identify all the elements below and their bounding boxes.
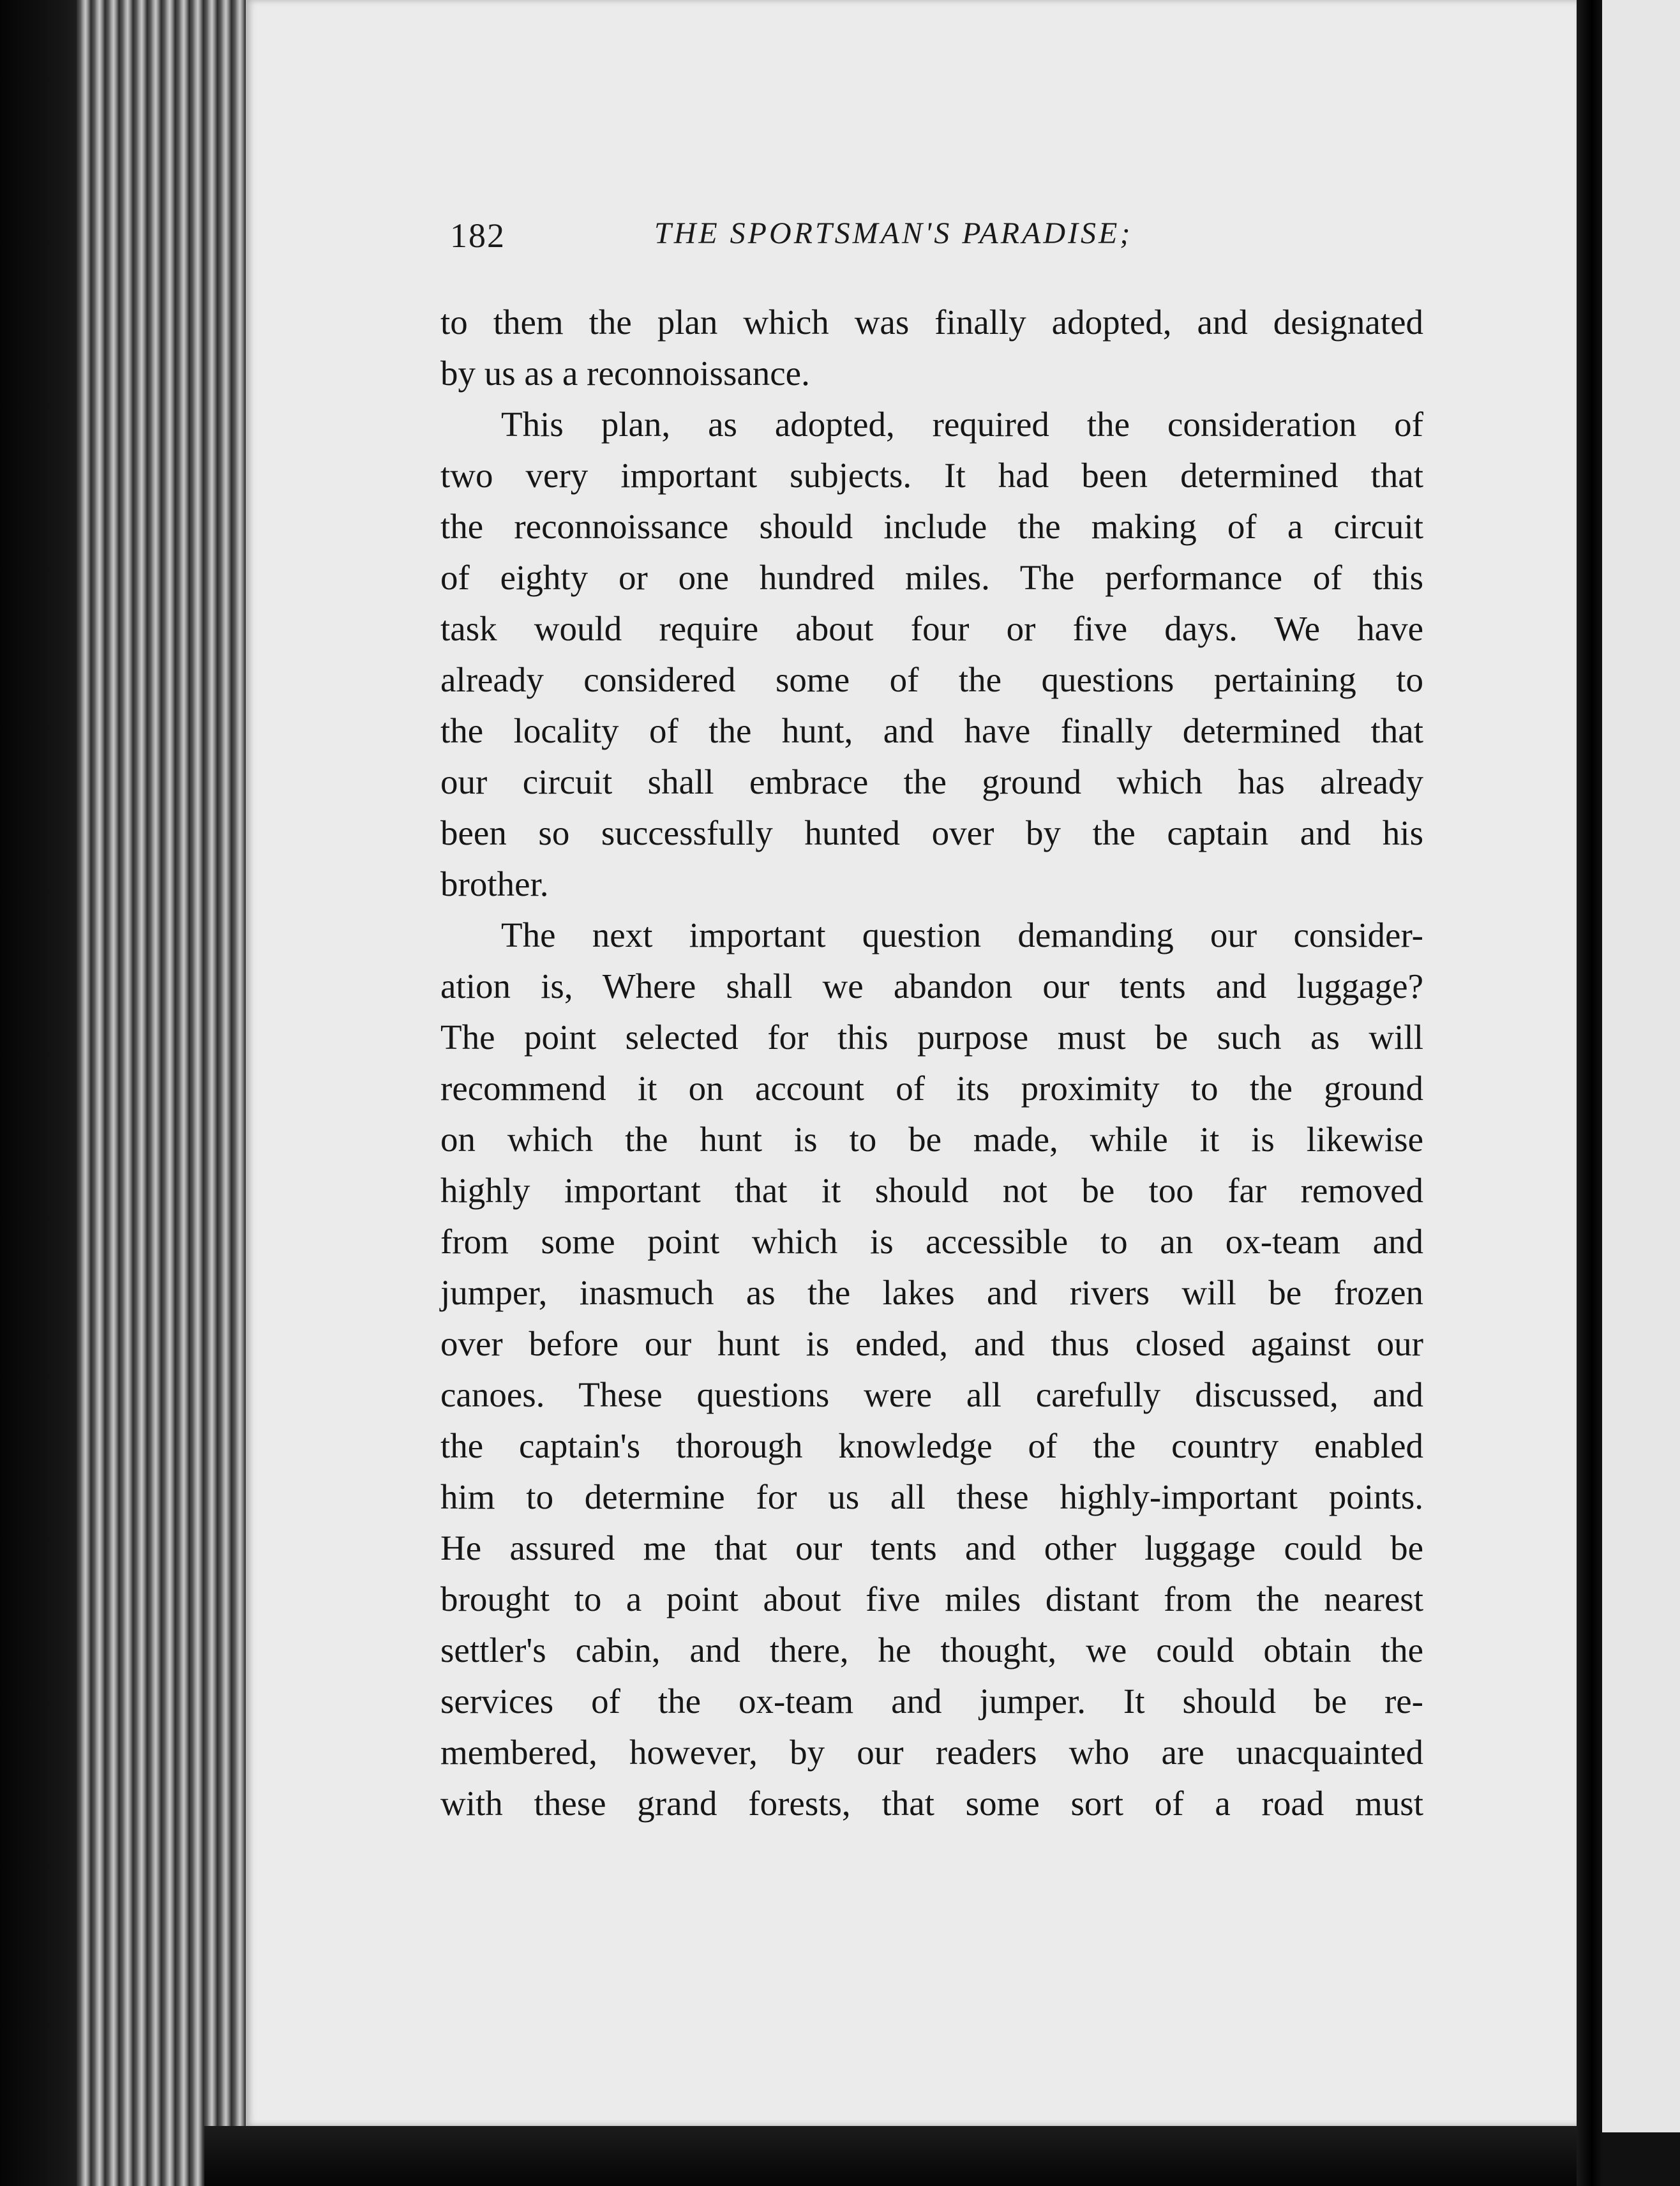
text-line: highly important that it should not be too far removed [440, 1171, 1423, 1210]
book-gutter [1577, 0, 1602, 2186]
text-line: him to determine for us all these highly-important points. [440, 1477, 1423, 1516]
text-line: The next important question demanding our consider- [501, 916, 1423, 954]
text-line: He assured me that our tents and other luggage could be [440, 1528, 1423, 1567]
text-line: from some point which is accessible to an ox-team and [440, 1222, 1423, 1261]
text-line: of eighty or one hundred miles. The performance of this [440, 558, 1423, 597]
facing-page-sliver [1602, 0, 1680, 2132]
text-line: already considered some of the questions pertaining to [440, 660, 1423, 699]
text-line: The point selected for this purpose must be such as will [440, 1018, 1423, 1057]
text-line: jumper, inasmuch as the lakes and rivers will be frozen [440, 1273, 1423, 1312]
text-line: our circuit shall embrace the ground which has already [440, 762, 1423, 801]
text-line: on which the hunt is to be made, while it is likewise [440, 1120, 1423, 1159]
text-line: services of the ox-team and jumper. It should be re- [440, 1682, 1423, 1721]
body-text [440, 297, 1423, 1829]
text-line: settler's cabin, and there, he thought, we could obtain the [440, 1631, 1423, 1670]
text-line: the locality of the hunt, and have finally determined that [440, 711, 1423, 750]
stacked-page-edges [77, 0, 249, 2186]
text-line: been so successfully hunted over by the captain and his [440, 813, 1423, 852]
text-line: membered, however, by our readers who are unacquainted [440, 1733, 1423, 1772]
text-line: ation is, Where shall we abandon our tents and luggage? [440, 967, 1423, 1006]
running-head [450, 216, 1254, 267]
text-line: task would require about four or five days. We have [440, 609, 1423, 648]
text-line: by us as a reconnoissance. [440, 354, 810, 393]
page-number: 182 [450, 216, 506, 255]
text-line: This plan, as adopted, required the consideration of [501, 405, 1423, 444]
text-line: brought to a point about five miles distant from the nearest [440, 1579, 1423, 1618]
text-line: to them the plan which was finally adopted, and designated [440, 303, 1423, 342]
text-line: canoes. These questions were all carefully discussed, and [440, 1375, 1423, 1414]
facing-page-bottom-edge [1602, 2132, 1680, 2186]
page-bottom-edge [204, 2126, 1577, 2186]
text-line: two very important subjects. It had been determined that [440, 456, 1423, 495]
text-line: brother. [440, 864, 549, 903]
text-line: the reconnoissance should include the making of a circuit [440, 507, 1423, 546]
text-line: recommend it on account of its proximity to the ground [440, 1069, 1423, 1108]
text-line: the captain's thorough knowledge of the country enabled [440, 1426, 1423, 1465]
text-line: with these grand forests, that some sort of a road must [440, 1784, 1423, 1823]
running-title: THE SPORTSMAN'S PARADISE; [654, 216, 1133, 250]
text-line: over before our hunt is ended, and thus closed against our [440, 1324, 1423, 1363]
